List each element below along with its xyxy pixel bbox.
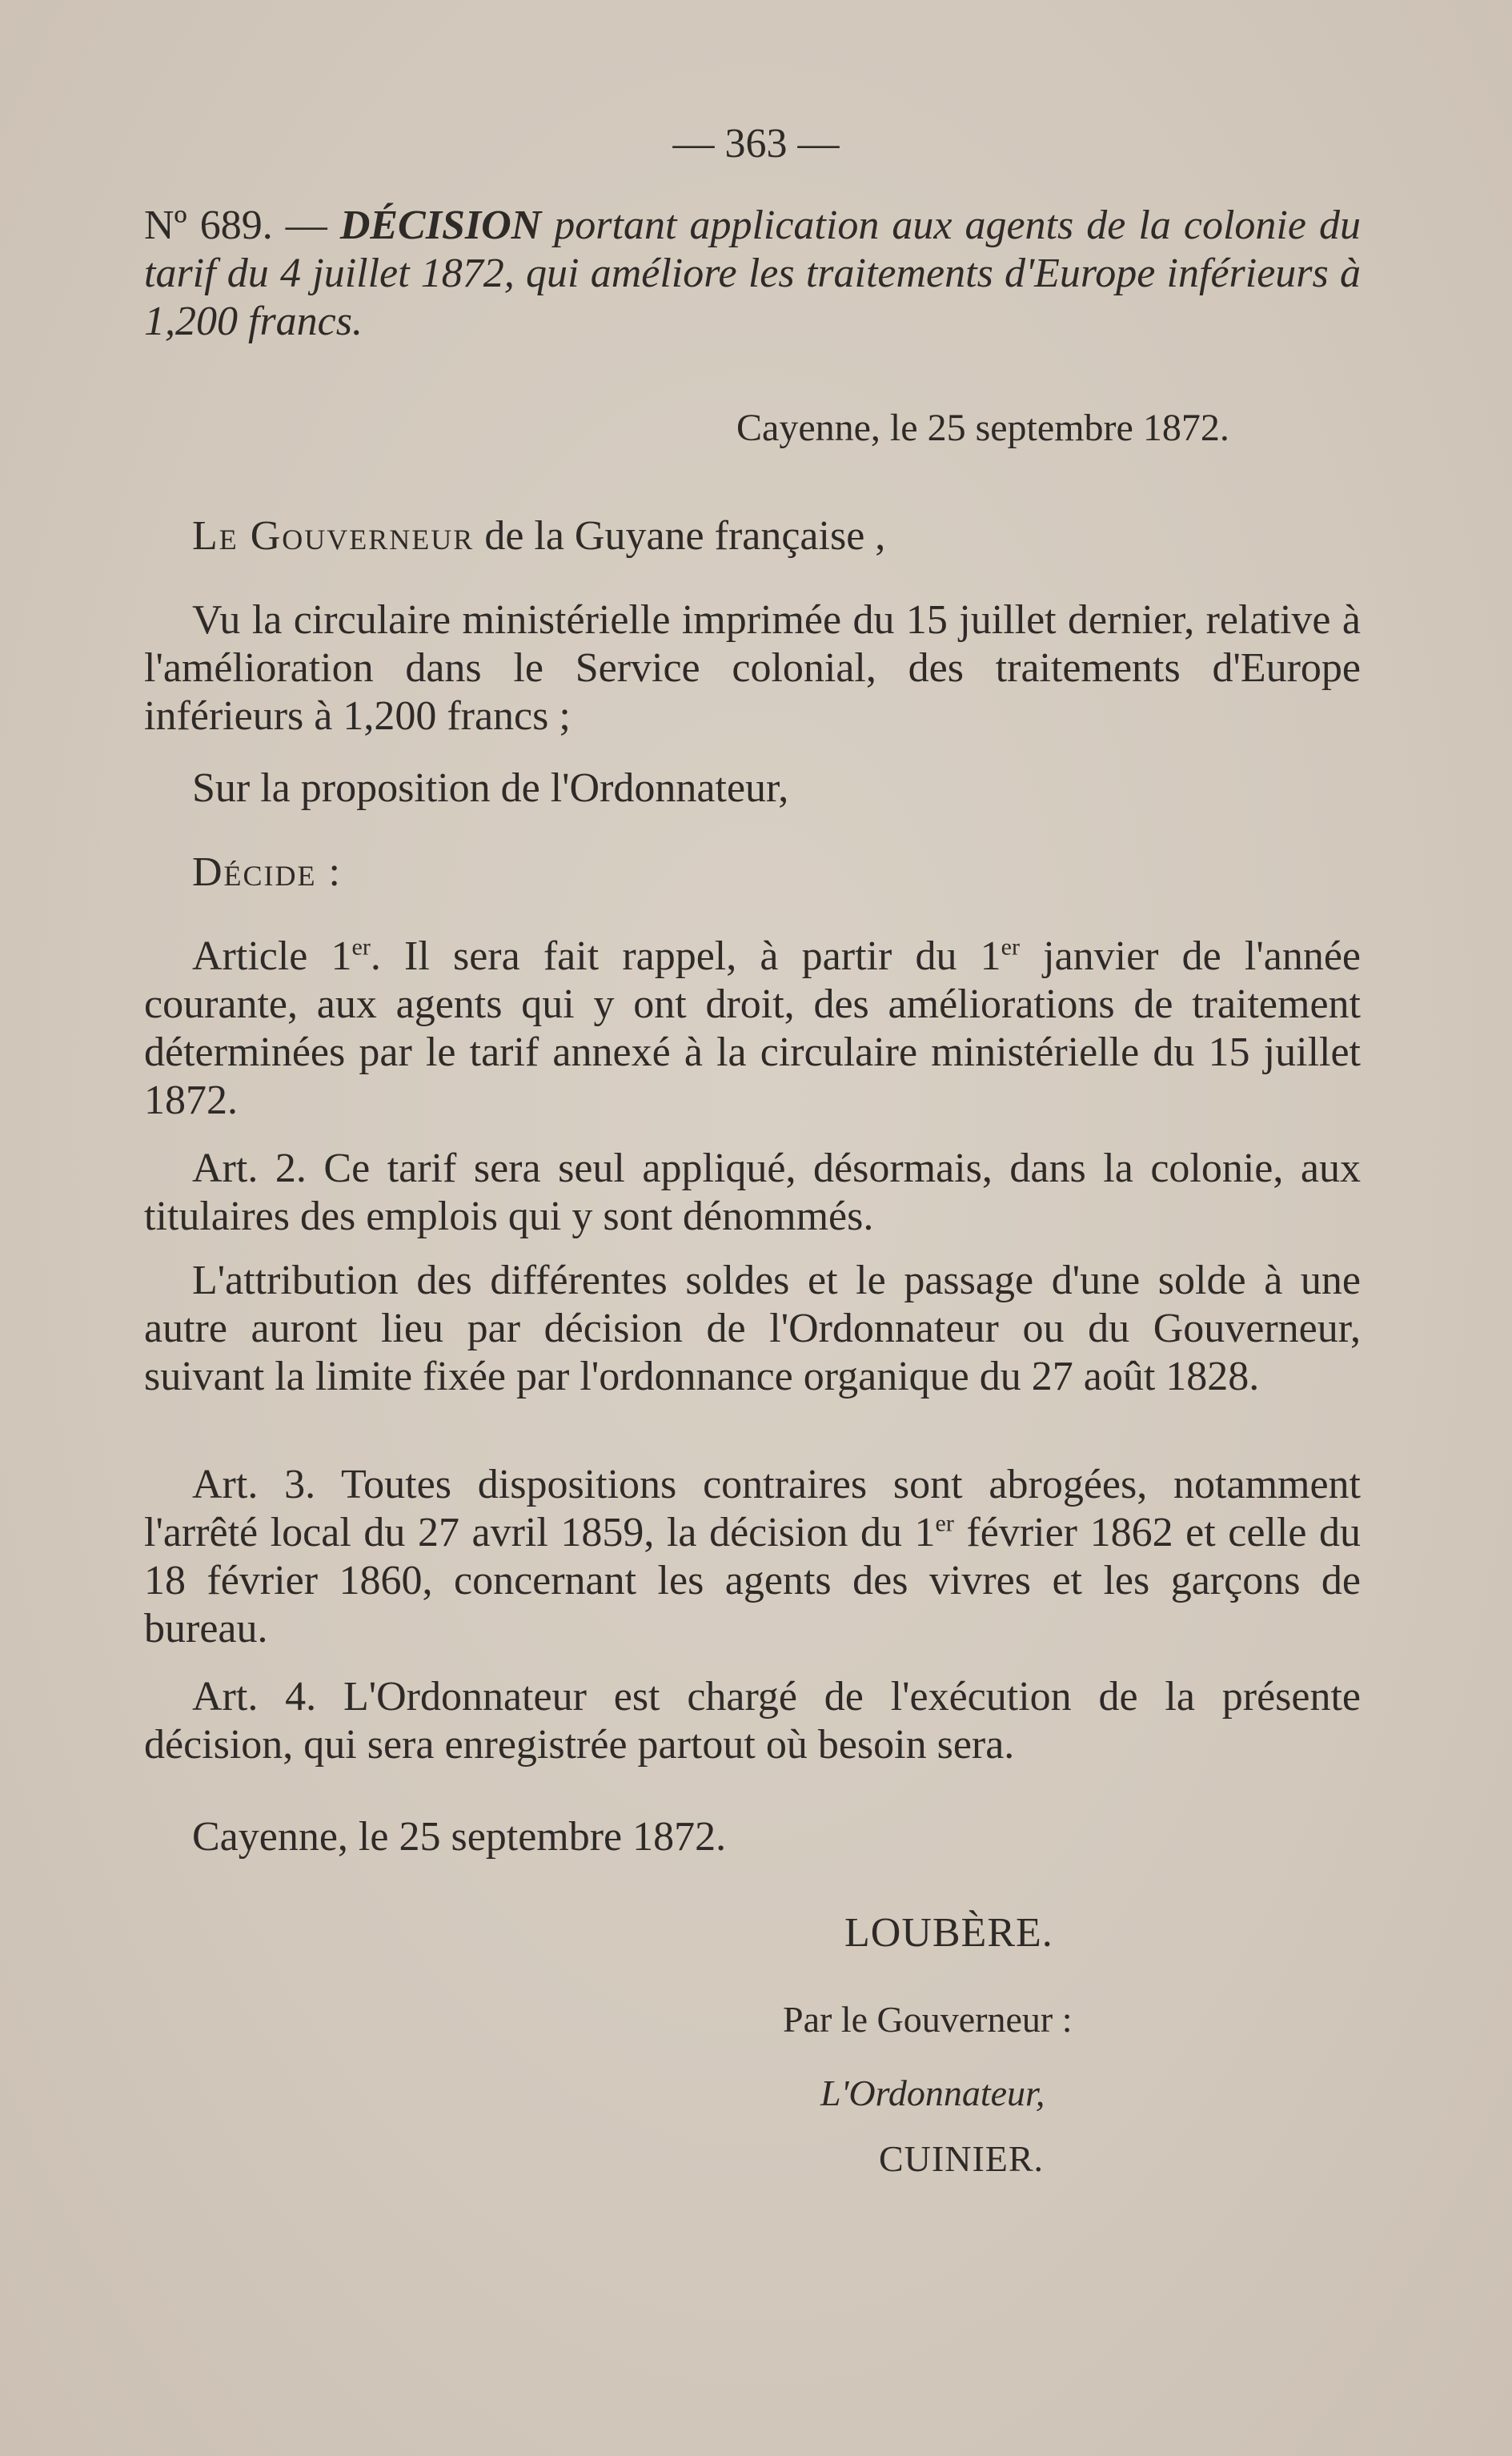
closing-date — [144, 1813, 1361, 1861]
article-3-body-b: février 1862 et celle du 18 février 1860, concernant les agents des vivres et les garçons de bureau. — [144, 1510, 1361, 1651]
article-1-sup-2: er — [1001, 933, 1020, 961]
decision-title: portant application aux agents de la colonie du tarif du 4 juillet 1872, qui améliore les traitements d'Europe inférieurs à 1,200 francs. — [144, 203, 1361, 344]
article-1 — [144, 933, 1361, 1125]
article-1-label: Article 1 — [192, 933, 352, 979]
article-3-text — [144, 1461, 1361, 1653]
article-3 — [144, 1461, 1361, 1653]
decision-number: Nº 689. — [144, 203, 273, 248]
article-2b-text: L'attribution des différentes soldes et le passage d'une solde à une autre auront lieu par décision de l'Ordonnateur ou du Gouverneur, suivant la limite fixée par l'ordonnance organique du 27 août 1828. — [144, 1258, 1361, 1399]
article-3-body-a: Art. 3. Toutes dispositions contraires sont abrogées, notamment l'arrêté local du 27 avril 1859, la décision du 1 — [144, 1462, 1361, 1555]
governor-line — [144, 512, 1409, 560]
decision-word: DÉCISION — [339, 203, 542, 248]
decision-heading — [144, 202, 1361, 346]
article-3-sup: er — [935, 1510, 954, 1537]
article-1-body-b: janvier de l'année courante, aux agents qui y ont droit, des améliorations de traitement déterminées par le tarif annexé à la circulaire ministérielle du 15 juillet 1872. — [144, 933, 1361, 1123]
par-le-gouverneur: Par le Gouverneur : — [783, 1999, 1073, 2040]
considerant-paragraph — [144, 596, 1361, 740]
proposition-text: Sur la proposition de l'Ordonnateur, — [192, 765, 789, 811]
governor-signature: LOUBÈRE. — [844, 1910, 1053, 1956]
proposition-paragraph — [144, 764, 1361, 813]
article-4-text: Art. 4. L'Ordonnateur est chargé de l'exécution de la présente décision, qui sera enregistrée partout où besoin sera. — [144, 1674, 1361, 1768]
ordonnateur-title: L'Ordonnateur, — [820, 2073, 1045, 2113]
closing-date-text: Cayenne, le 25 septembre 1872. — [192, 1814, 727, 1860]
article-2-continuation — [144, 1257, 1361, 1401]
considerant-text: Vu la circulaire ministérielle imprimée du 15 juillet dernier, relative à l'amélioration dans le Service colonial, des traitements d'Europe inférieurs à 1,200 francs ; — [144, 597, 1361, 739]
governor-rest: de la Guyane française , — [474, 513, 886, 559]
governor-title: Le Gouverneur — [192, 513, 475, 559]
article-1-sup: er — [351, 933, 371, 961]
dateline: Cayenne, le 25 septembre 1872. — [736, 407, 1229, 449]
heading-dash: — — [272, 203, 340, 248]
ordonnateur-signature: CUINIER. — [879, 2138, 1045, 2179]
page-number: — 363 — — [672, 121, 840, 167]
article-1-body-a: . Il sera fait rappel, à partir du 1 — [370, 933, 1001, 979]
article-2 — [144, 1145, 1361, 1241]
article-1-text — [144, 933, 1361, 1125]
decide-text: Décide : — [192, 849, 342, 895]
decide-heading — [144, 849, 1361, 897]
article-4 — [144, 1673, 1361, 1769]
article-2-text: Art. 2. Ce tarif sera seul appliqué, désormais, dans la colonie, aux titulaires des emplois qui y sont dénommés. — [144, 1146, 1361, 1239]
